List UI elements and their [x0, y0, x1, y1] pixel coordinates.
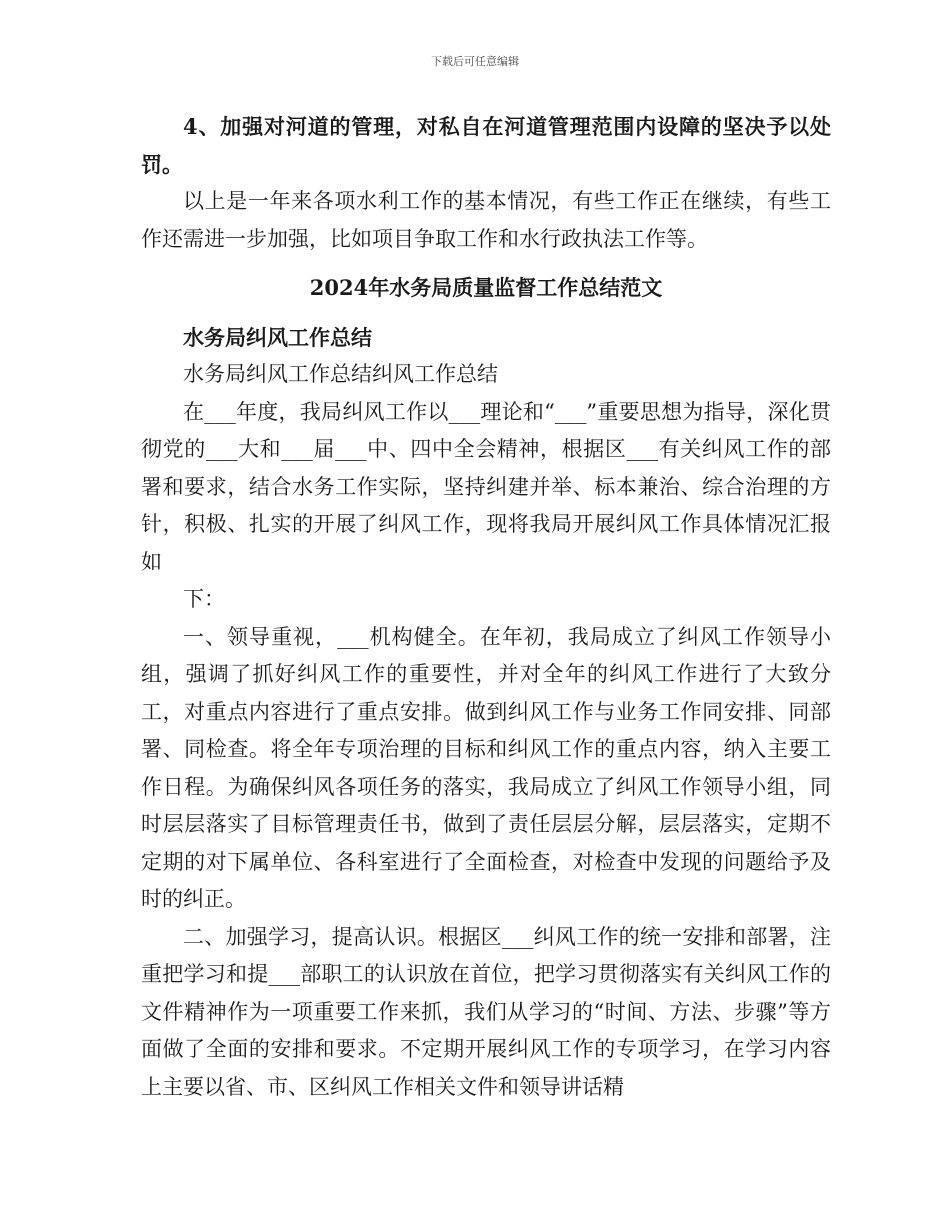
- paragraph-intro: 在___年度，我局纠风工作以___理论和“___”重要思想为指导，深化贯彻党的___大和___届___中、四中全会精神，根据区___有关纠风工作的部署和要求，结合水务工作实际，坚持纠建并举、标本兼治、综合治理的方针，积极、扎实的开展了纠风工作，现将我局开展纠风工作具体情况汇报如: [141, 399, 831, 574]
- paragraph-summary: 以上是一年来各项水利工作的基本情况，有些工作正在继续，有些工作还需进一步加强，比如项目争取工作和水行政执法工作等。: [141, 189, 831, 251]
- section-heading: 水务局纠风工作总结: [183, 324, 372, 350]
- paragraph-section-1: 一、领导重视，___机构健全。在年初，我局成立了纠风工作领导小组，强调了抓好纠风工作的重要性，并对全年的纠风工作进行了大致分工，对重点内容进行了重点安排。做到纠风工作与业务工作同安排、同部署、同检查。将全年专项治理的目标和纠风工作的重点内容，纳入主要工作日程。为确保纠风各项任务的落实，我局成立了纠风工作领导小组，同时层层落实了目标管理责任书，做到了责任层层分解，层层落实，定期不定期的对下属单位、各科室进行了全面检查，对检查中发现的问题给予及时的纠正。: [141, 624, 831, 911]
- paragraph-item-4: 4、加强对河道的管理，对私自在河道管理范围内设障的坚决予以处罚。: [141, 114, 831, 177]
- paragraph-section-2: 二、加强学习，提高认识。根据区___纠风工作的统一安排和部署，注重把学习和提___部职工的认识放在首位，把学习贯彻落实有关纠风工作的文件精神作为一项重要工作来抓，我们从学习的“时间、方法、步骤”等方面做了全面的安排和要求。不定期开展纠风工作的专项学习，在学习内容上主要以省、市、区纠风工作相关文件和领导讲话精: [141, 924, 831, 1099]
- page-header: 下载后可任意编辑: [431, 55, 519, 68]
- document-body: [141, 108, 831, 1106]
- document-title: 2024年水务局质量监督工作总结范文: [309, 275, 663, 300]
- paragraph-intro-end: 下：: [183, 587, 225, 611]
- paragraph-heading-repeat: 水务局纠风工作总结纠风工作总结: [183, 362, 498, 386]
